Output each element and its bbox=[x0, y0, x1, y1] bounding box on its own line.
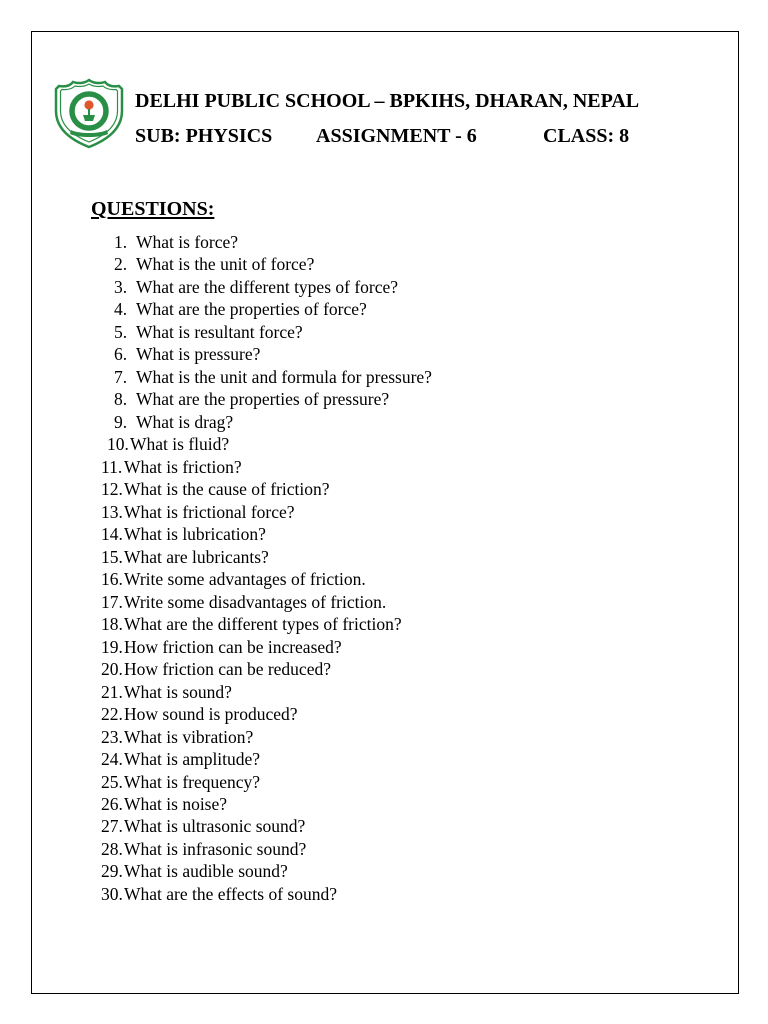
question-item bbox=[0, 883, 768, 905]
question-number: 29. bbox=[101, 861, 123, 882]
question-number: 28. bbox=[101, 838, 123, 859]
question-item bbox=[0, 411, 768, 433]
question-number: 12. bbox=[101, 479, 123, 500]
question-number: 18. bbox=[101, 614, 123, 635]
question-text: What is frictional force? bbox=[124, 501, 295, 522]
question-item bbox=[0, 658, 768, 680]
question-number: 15. bbox=[101, 546, 123, 567]
assignment-label: ASSIGNMENT - 6 bbox=[316, 125, 477, 147]
question-item bbox=[0, 388, 768, 410]
question-text: What is audible sound? bbox=[124, 861, 288, 882]
question-number: 21. bbox=[101, 681, 123, 702]
question-number: 16. bbox=[101, 569, 123, 590]
question-item bbox=[0, 501, 768, 523]
question-text: What are the properties of pressure? bbox=[136, 389, 390, 410]
subject-label: SUB: PHYSICS bbox=[135, 125, 273, 147]
question-list bbox=[0, 231, 768, 911]
question-text: What is amplitude? bbox=[124, 749, 261, 770]
crest-lamp bbox=[83, 115, 95, 121]
question-item bbox=[0, 748, 768, 770]
question-text: What is resultant force? bbox=[136, 321, 303, 342]
question-item bbox=[0, 321, 768, 343]
question-text: How friction can be increased? bbox=[124, 636, 342, 657]
question-item bbox=[0, 591, 768, 613]
question-number: 1. bbox=[114, 232, 128, 252]
question-number: 11. bbox=[101, 456, 123, 477]
question-item bbox=[0, 366, 768, 388]
class-label: CLASS: 8 bbox=[543, 125, 630, 147]
question-number: 20. bbox=[101, 659, 123, 680]
question-number: 4. bbox=[114, 299, 128, 320]
question-text: What are lubricants? bbox=[124, 546, 269, 567]
question-item bbox=[0, 568, 768, 590]
question-text: What is the unit of force? bbox=[136, 254, 315, 275]
question-number: 6. bbox=[114, 344, 128, 365]
question-text: What is friction? bbox=[124, 456, 242, 477]
question-number: 7. bbox=[114, 366, 128, 387]
question-item bbox=[0, 838, 768, 860]
question-number: 17. bbox=[101, 591, 123, 612]
question-text: What is fluid? bbox=[130, 434, 230, 455]
question-item bbox=[0, 253, 768, 275]
question-item bbox=[0, 276, 768, 298]
question-text: What is the unit and formula for pressure? bbox=[136, 366, 432, 387]
question-item bbox=[0, 546, 768, 568]
question-number: 24. bbox=[101, 749, 123, 770]
question-item bbox=[0, 771, 768, 793]
question-number: 13. bbox=[101, 501, 123, 522]
question-number: 22. bbox=[101, 704, 123, 725]
question-number: 26. bbox=[101, 794, 123, 814]
question-item bbox=[0, 703, 768, 725]
question-item bbox=[0, 726, 768, 748]
question-text: What is frequency? bbox=[124, 771, 261, 792]
question-item bbox=[0, 815, 768, 837]
question-number: 19. bbox=[101, 636, 123, 657]
question-text: What is pressure? bbox=[136, 344, 261, 365]
question-number: 10. bbox=[107, 434, 129, 455]
question-text: What is force? bbox=[136, 232, 239, 252]
question-text: What is the cause of friction? bbox=[124, 479, 330, 500]
school-crest-icon bbox=[53, 77, 125, 149]
question-number: 2. bbox=[114, 254, 128, 275]
question-number: 9. bbox=[114, 411, 128, 432]
question-text: What is sound? bbox=[124, 681, 232, 702]
question-text: What are the properties of force? bbox=[136, 299, 367, 320]
question-item bbox=[0, 636, 768, 658]
question-text: What are the different types of force? bbox=[136, 276, 399, 297]
question-item bbox=[0, 343, 768, 365]
question-number: 8. bbox=[114, 389, 128, 410]
school-name: DELHI PUBLIC SCHOOL – BPKIHS, DHARAN, NEPAL bbox=[135, 90, 640, 112]
question-item bbox=[0, 793, 768, 815]
question-item bbox=[0, 456, 768, 478]
question-item bbox=[0, 523, 768, 545]
question-number: 5. bbox=[114, 321, 128, 342]
question-item bbox=[0, 860, 768, 882]
question-text: What is noise? bbox=[124, 794, 228, 814]
question-text: What is ultrasonic sound? bbox=[124, 816, 306, 837]
question-number: 14. bbox=[101, 524, 123, 545]
question-item bbox=[0, 478, 768, 500]
question-item bbox=[0, 433, 768, 455]
section-title: QUESTIONS: bbox=[91, 198, 215, 220]
question-text: What is lubrication? bbox=[124, 524, 266, 545]
question-text: How friction can be reduced? bbox=[124, 659, 331, 680]
question-number: 30. bbox=[101, 883, 123, 904]
question-item bbox=[0, 298, 768, 320]
question-number: 23. bbox=[101, 726, 123, 747]
question-text: Write some disadvantages of friction. bbox=[124, 591, 387, 612]
question-item bbox=[0, 613, 768, 635]
question-text: What is drag? bbox=[136, 411, 234, 432]
crest-lamp-stem bbox=[88, 109, 90, 116]
question-text: What are the effects of sound? bbox=[124, 883, 337, 904]
question-number: 25. bbox=[101, 771, 123, 792]
question-item bbox=[0, 231, 768, 253]
question-text: What is vibration? bbox=[124, 726, 254, 747]
crest-sun bbox=[84, 100, 93, 109]
question-text: What are the different types of friction? bbox=[124, 614, 402, 635]
question-number: 27. bbox=[101, 816, 123, 837]
question-text: What is infrasonic sound? bbox=[124, 838, 307, 859]
question-text: Write some advantages of friction. bbox=[124, 569, 366, 590]
question-item bbox=[0, 681, 768, 703]
question-number: 3. bbox=[114, 276, 128, 297]
question-text: How sound is produced? bbox=[124, 704, 298, 725]
